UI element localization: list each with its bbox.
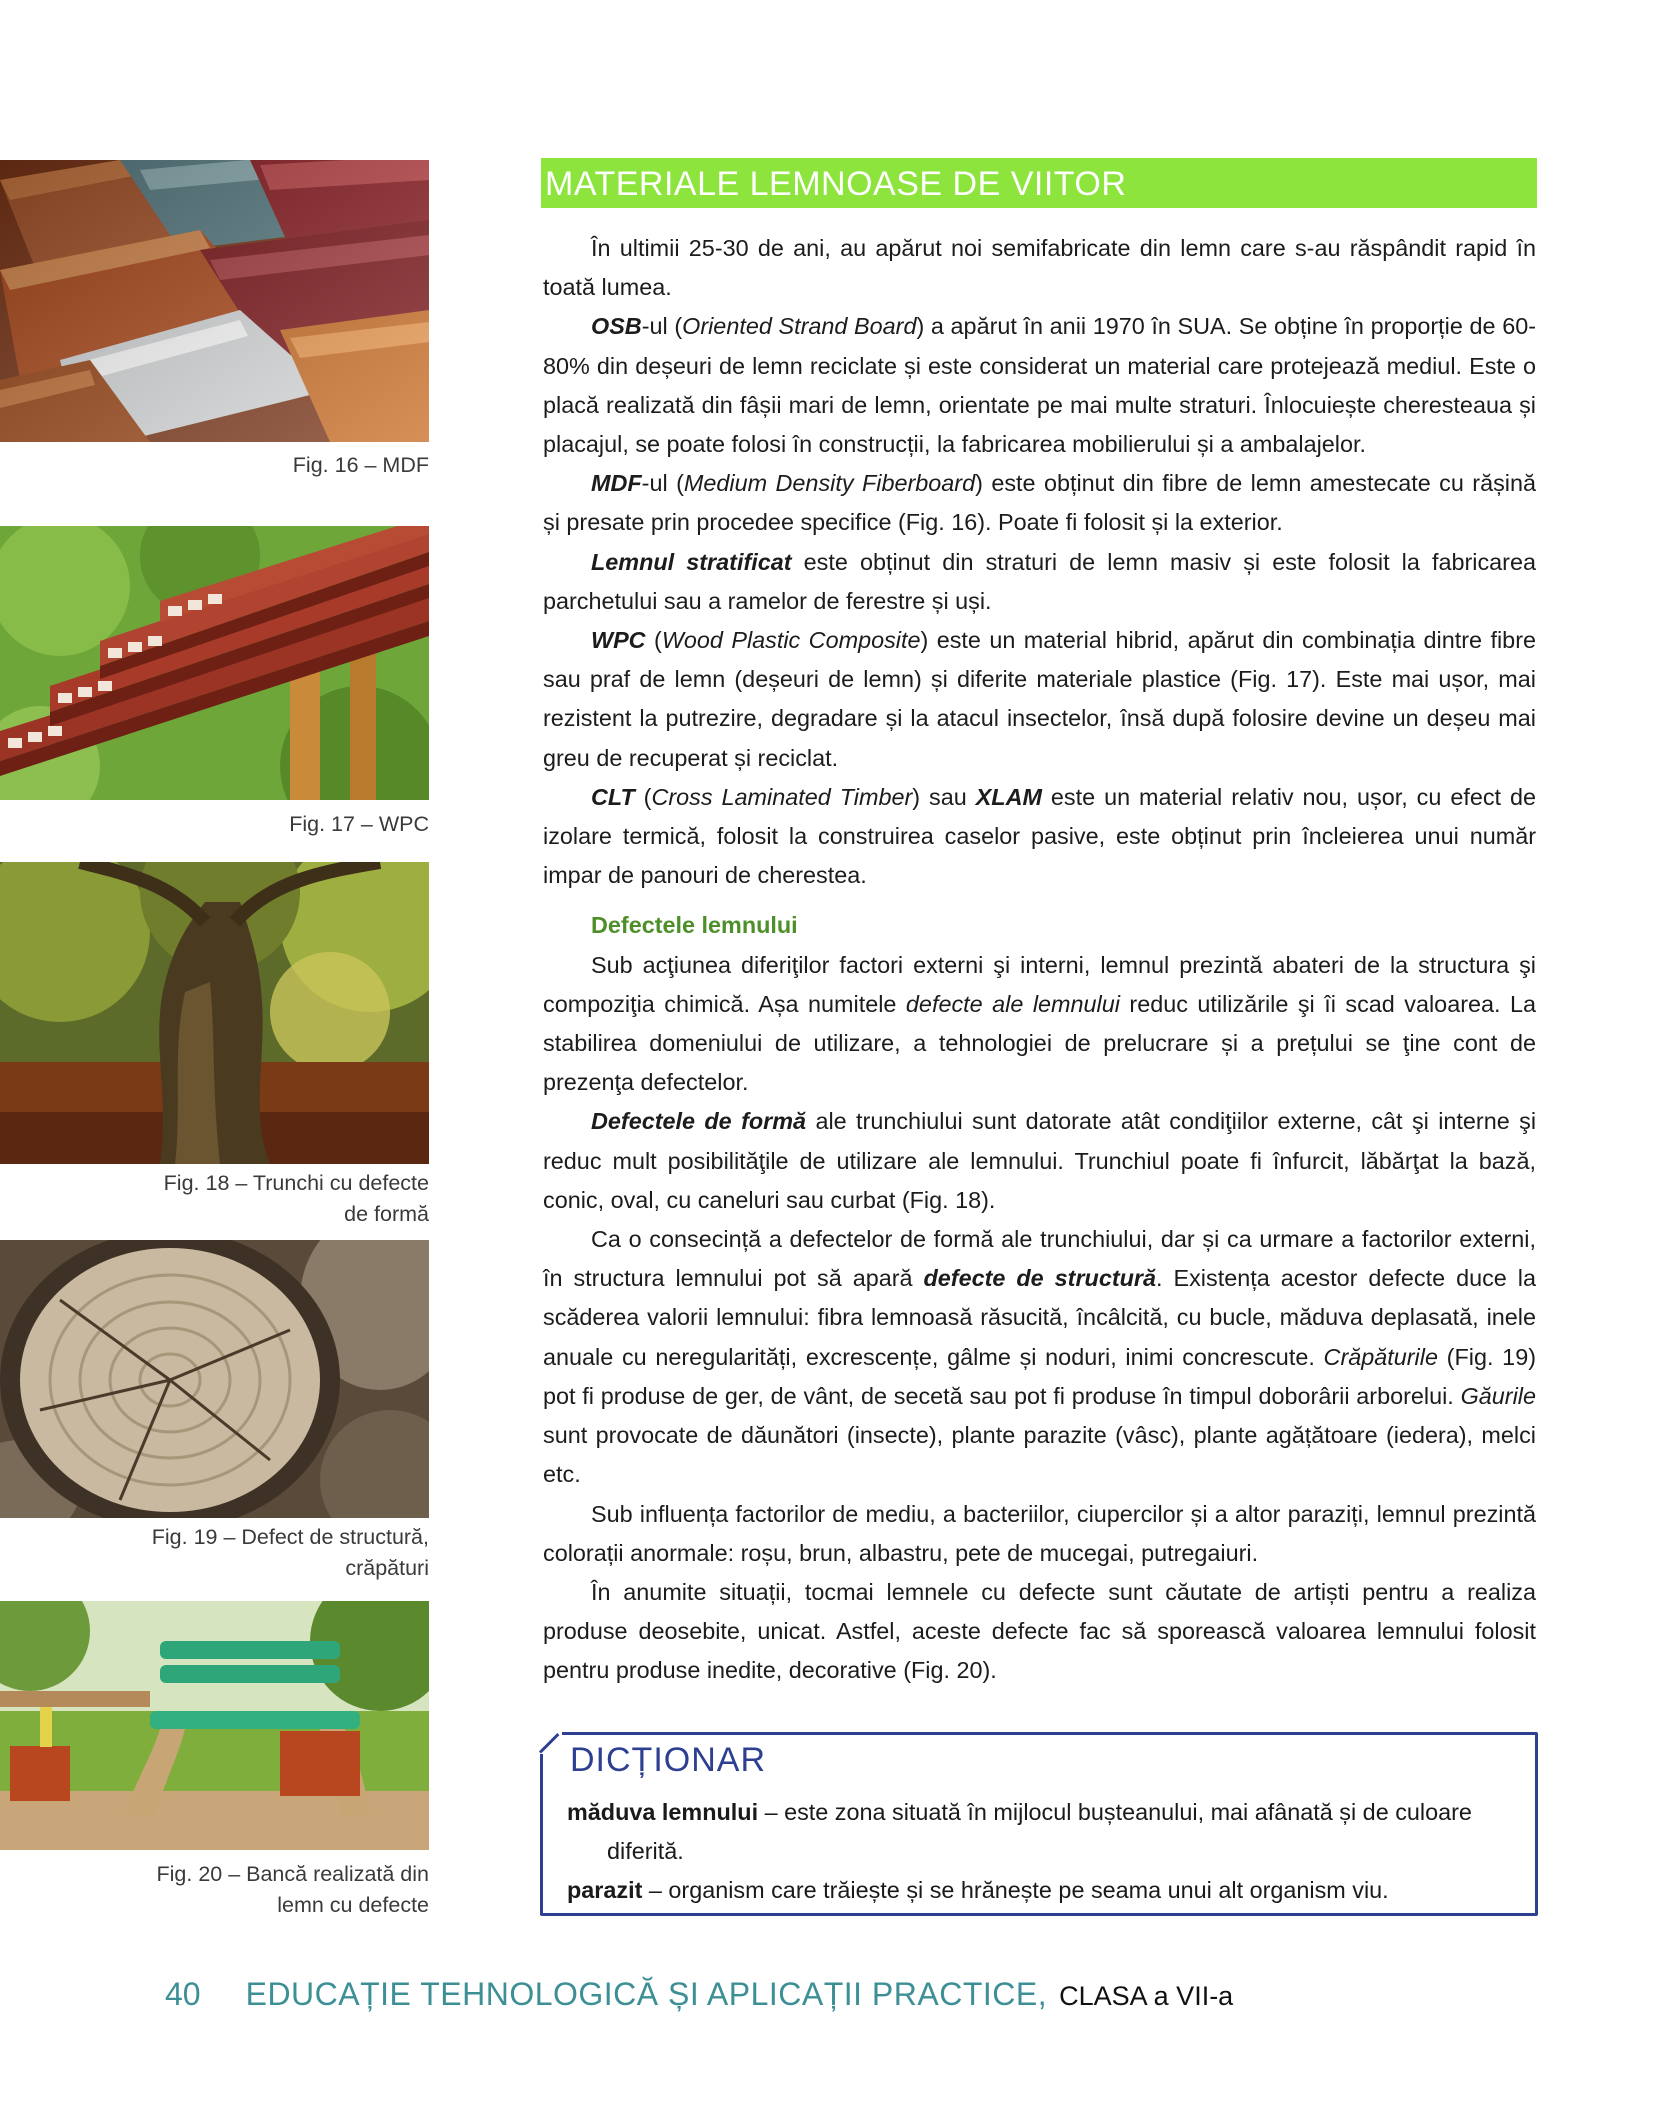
paragraph-stratificat: Lemnul stratificat este obținut din straturi de lemn masiv și este folosit la fabricarea parchetului sau a ramelor de ferestre și uși. xyxy=(543,548,1536,614)
page-number: 40 xyxy=(165,1976,201,2012)
cracked-log-image xyxy=(0,1240,429,1518)
fig18-caption: Fig. 18 – Trunchi cu defecte de formă xyxy=(163,1171,429,1226)
body-text xyxy=(543,229,1536,1691)
subsection-heading: Defectele lemnului xyxy=(591,912,798,939)
fig19-caption: Fig. 19 – Defect de structură, crăpături xyxy=(151,1525,429,1580)
paragraph-defects-intro: Sub acţiunea diferiţilor factori externi şi interni, lemnul prezintă abateri de la structura şi compoziţia chimică. Așa numitele defecte ale lemnului reduc utilizările şi îi scad valoarea. La stabilirea domeniului de utilizare, a tehnologiei de prelucrare și a prețului se ţine cont de prezenţa defectelor. xyxy=(543,951,1537,1096)
tree-trunk-image xyxy=(0,862,429,1164)
mdf-mouldings-image xyxy=(0,160,429,442)
dictionary-entries xyxy=(567,1793,1513,1910)
paragraph-intro: În ultimii 25-30 de ani, au apărut noi semifabricate din lemn care s-au răspândit rapid în toată lumea. xyxy=(543,235,1536,301)
paragraph-osb: OSB-ul (Oriented Strand Board) a apărut în anii 1970 în SUA. Se obține în proporție de 60-80% din deșeuri de lemn reciclate și este considerat un material care protejează mediul. Este o placă realizată din fâșii mari de lemn, orientate pe mai multe straturi. Înlocuiește cheresteaua și placajul, se poate folosi în construcții, la fabricarea mobilierului și a ambalajelor. xyxy=(543,313,1536,458)
paragraph-clt: CLT (Cross Laminated Timber) sau XLAM este un material relativ nou, ușor, cu efect de izolare termică, folosit la construirea caselor pasive, este obținut prin încleierea unui număr impar de panouri de cherestea. xyxy=(543,783,1536,889)
book-title: EDUCAȚIE TEHNOLOGICĂ ȘI APLICAȚII PRACTICE, xyxy=(245,1976,1048,2012)
dictionary-box xyxy=(540,1732,1538,1916)
paragraph-colorations: Sub influența factorilor de mediu, a bacteriilor, ciupercilor și a altor paraziți, lemnul prezintă colorații anormale: roșu, brun, albastru, pete de mucegai, putregaiuri. xyxy=(543,1500,1536,1566)
page-footer xyxy=(165,1972,1233,2016)
wooden-bench-image xyxy=(0,1601,429,1850)
paragraph-artists: În anumite situații, tocmai lemnele cu defecte sunt căutate de artiști pentru a realiza produse deosebite, unicat. Astfel, aceste defecte fac să sporească valoarea lemnului folosit pentru produse inedite, decorative (Fig. 20). xyxy=(543,1578,1536,1684)
paragraph-form-defects: Defectele de formă ale trunchiului sunt datorate atât condiţiilor externe, cât şi interne şi reduc mult posibilităţile de utilizare ale lemnului. Trunchiul poate fi înfurcit, lăbărţat la bază, conic, oval, cu caneluri sau curbat (Fig. 18). xyxy=(543,1108,1537,1213)
class-label: CLASA a VII-a xyxy=(1059,1981,1234,2011)
fig20-caption: Fig. 20 – Bancă realizată din lemn cu defecte xyxy=(156,1862,429,1917)
fig17-caption: Fig. 17 – WPC xyxy=(289,812,429,836)
fig16-caption: Fig. 16 – MDF xyxy=(292,453,429,477)
dictionary-title: DICȚIONAR xyxy=(570,1741,766,1779)
paragraph-structure-defects: Ca o consecință a defectelor de formă ale trunchiului, dar și ca urmare a factorilor externi, în structura lemnului pot să apară defecte de structură. Existența acestor defecte duce la scăderea valorii lemnului: fibra lemnoasă răsucită, încâlcită, cu bucle, măduva deplasată, inele anuale cu neregularități, excrescențe, gâlme și noduri, inimi concrescute. Crăpăturile (Fig. 19) pot fi produse de ger, de vânt, de secetă sau pot fi produse în timpul doborârii arborelui. Găurile sunt provocate de dăunători (insecte), plante parazite (vâsc), plante agățătoare (iedera), melci etc. xyxy=(543,1226,1536,1488)
dictionary-entry: parazit – organism care trăiește și se hrănește pe seama unui alt organism viu. xyxy=(567,1877,1389,1903)
wpc-boards-image xyxy=(0,526,429,800)
paragraph-wpc: WPC (Wood Plastic Composite) este un material hibrid, apărut din combinația dintre fibre sau praf de lemn (deșeuri de lemn) și diferite materiale plastice (Fig. 17). Este mai ușor, mai rezistent la putrezire, degradare și la atacul insectelor, însă după folosire devine un deșeu mai greu de recuperat și reciclat. xyxy=(543,627,1536,771)
paragraph-mdf: MDF-ul (Medium Density Fiberboard) este obținut din fibre de lemn amestecate cu rășină și presate prin procedee specifice (Fig. 16). Poate fi folosit și la exterior. xyxy=(543,470,1536,536)
section-title: MATERIALE LEMNOASE DE VIITOR xyxy=(541,158,1537,208)
dictionary-entry: măduva lemnului – este zona situată în mijlocul bușteanului, mai afânată și de culoare diferită. xyxy=(567,1799,1472,1864)
